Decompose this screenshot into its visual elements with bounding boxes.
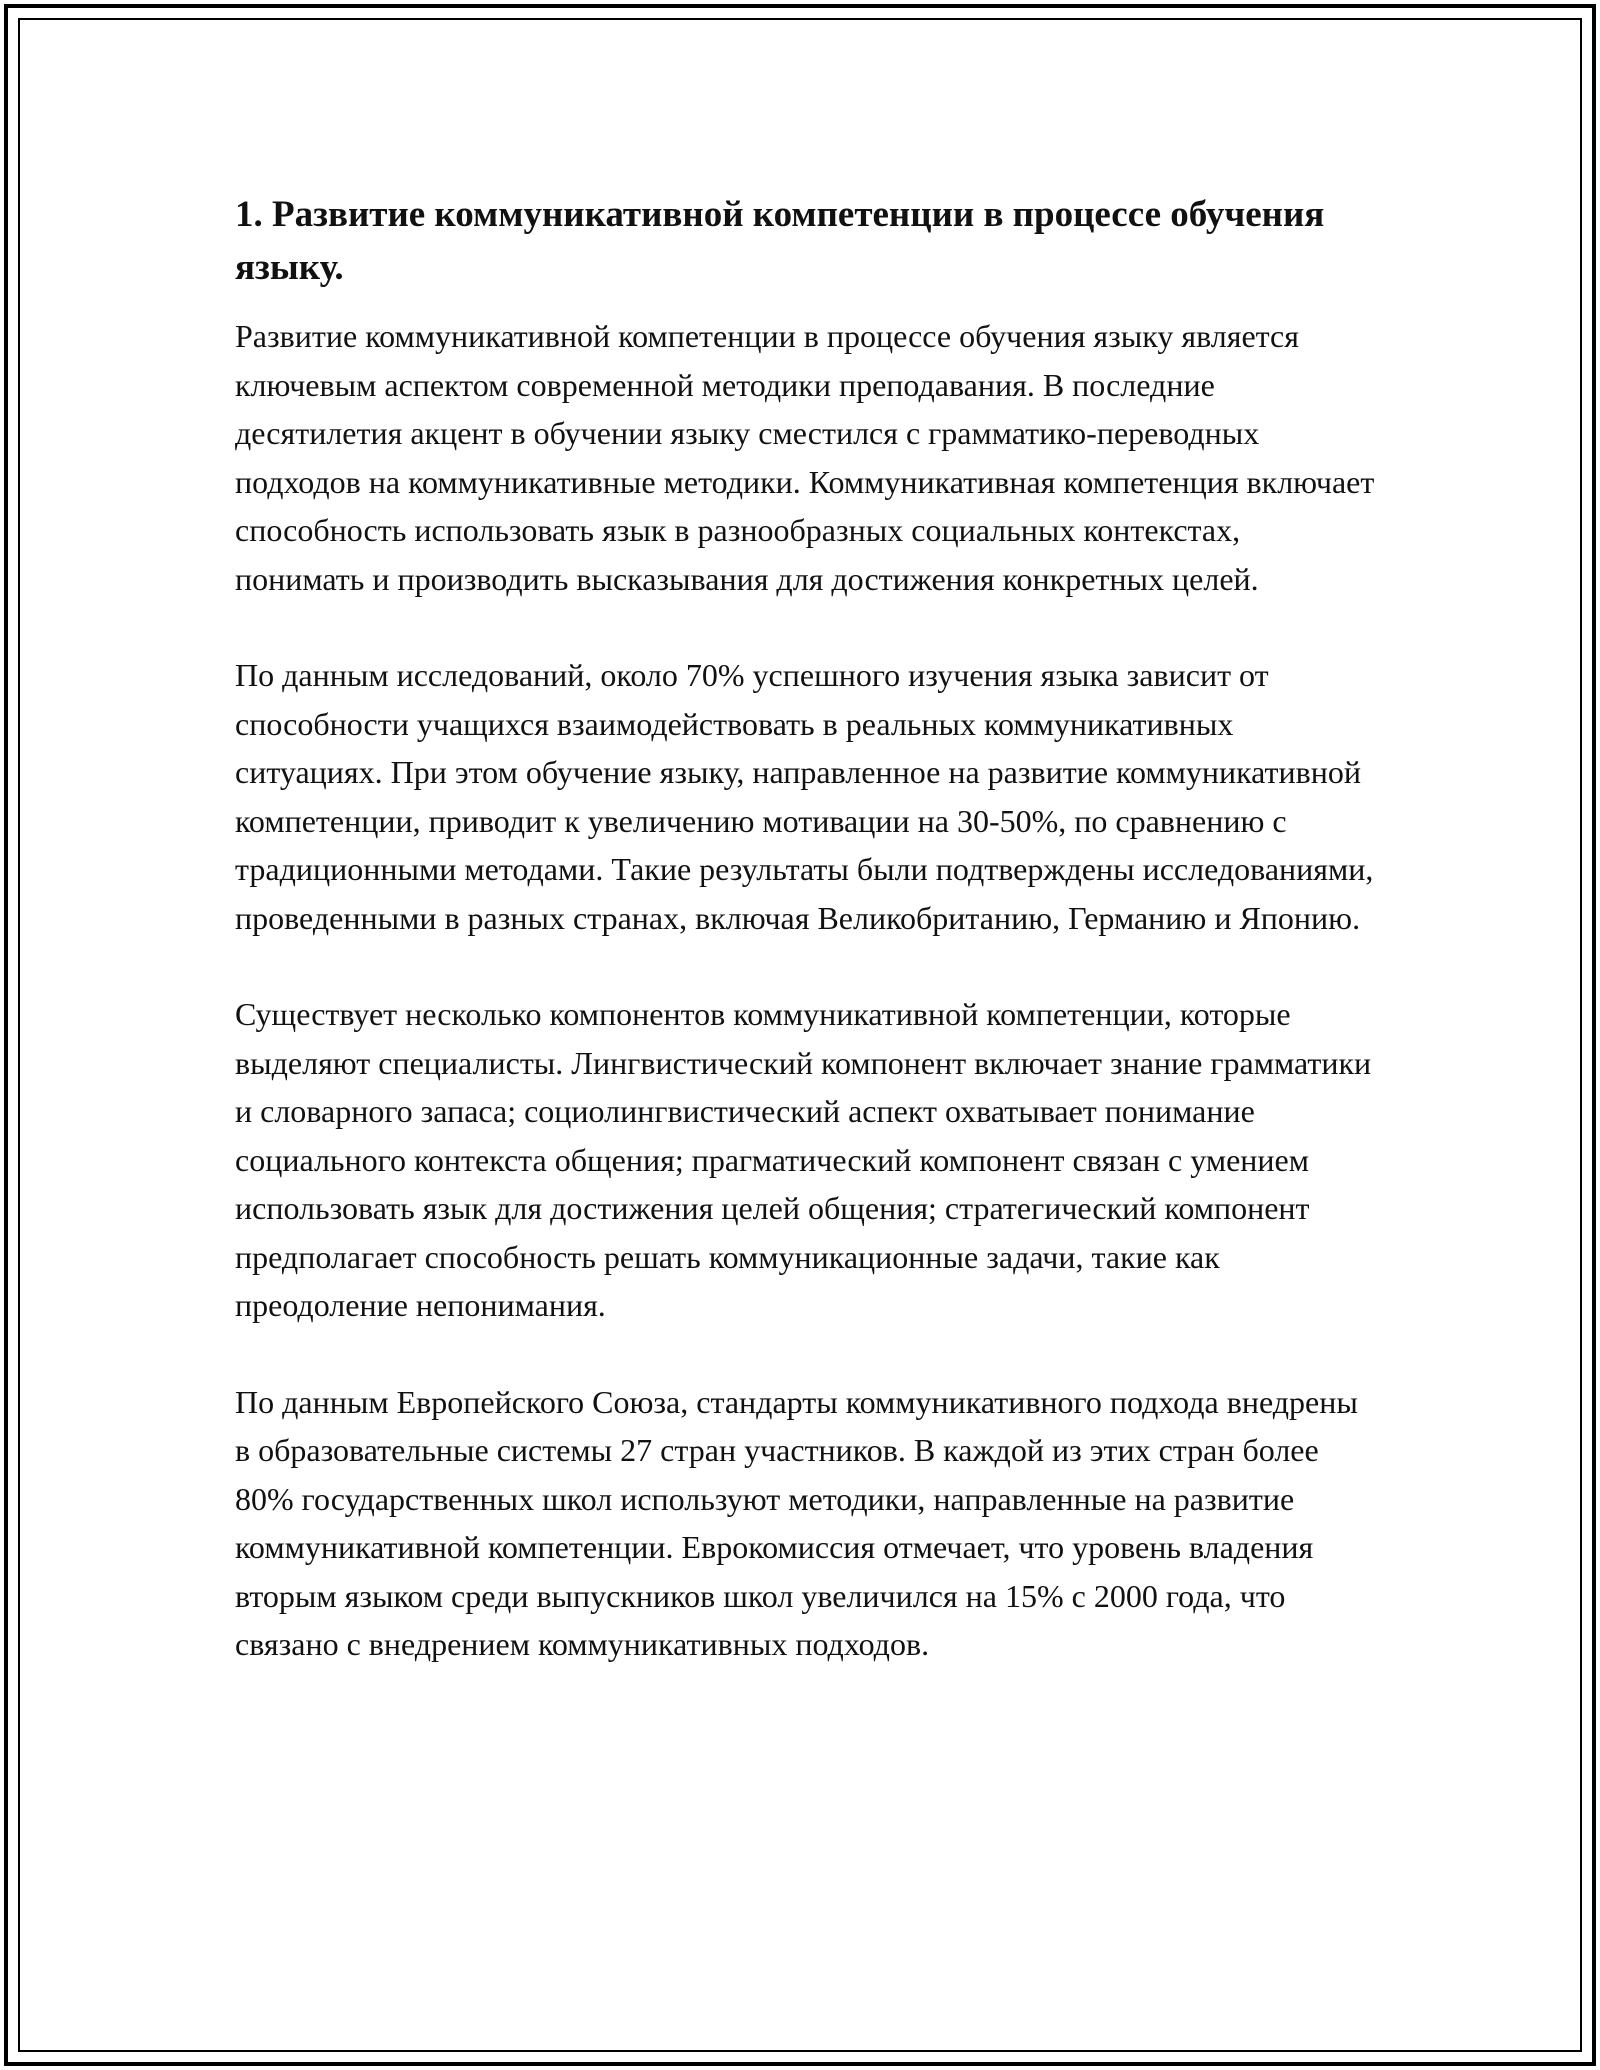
section-heading: 1. Развитие коммуникативной компетенции в процессе обучения языку. (235, 194, 1325, 288)
paragraph-3: Существует несколько компонентов коммуникативной компетенции, которые выделяют специалисты. Лингвистический компонент включает знание грамматики и словарного запаса; социолингвистический аспект охватывает понимание социального контекста общения; прагматический компонент связан с умением использовать язык для достижения целей общения; стратегический компонент предполагает способность решать коммуникационные задачи, такие как преодоление непонимания. (235, 996, 1372, 1323)
paragraph-1: Развитие коммуникативной компетенции в процессе обучения языку является ключевым аспектом современной методики преподавания. В последние десятилетия акцент в обучении языку сместился с грамматико-переводных подходов на коммуникативные методики. Коммуникативная компетенция включает способность использовать язык в разнообразных социальных контекстах, понимать и производить высказывания для достижения конкретных целей. (235, 318, 1375, 597)
paragraph-4: По данным Европейского Союза, стандарты коммуникативного подхода внедрены в образовательные системы 27 стран участников. В каждой из этих стран более 80% государственных школ используют методики, направленные на развитие коммуникативной компетенции. Еврокомиссия отмечает, что уровень владения вторым языком среди выпускников школ увеличился на 15% с 2000 года, что связано с внедрением коммуникативных подходов. (235, 1383, 1358, 1662)
paragraph-2: По данным исследований, около 70% успешного изучения языка зависит от способности учащихся взаимодействовать в реальных коммуникативных ситуациях. При этом обучение языку, направленное на развитие коммуникативной компетенции, приводит к увеличению мотивации на 30-50%, по сравнению с традиционными методами. Такие результаты были подтверждены исследованиями, проведенными в разных странах, включая Великобританию, Германию и Японию. (235, 657, 1374, 936)
document-body (235, 188, 1375, 1717)
